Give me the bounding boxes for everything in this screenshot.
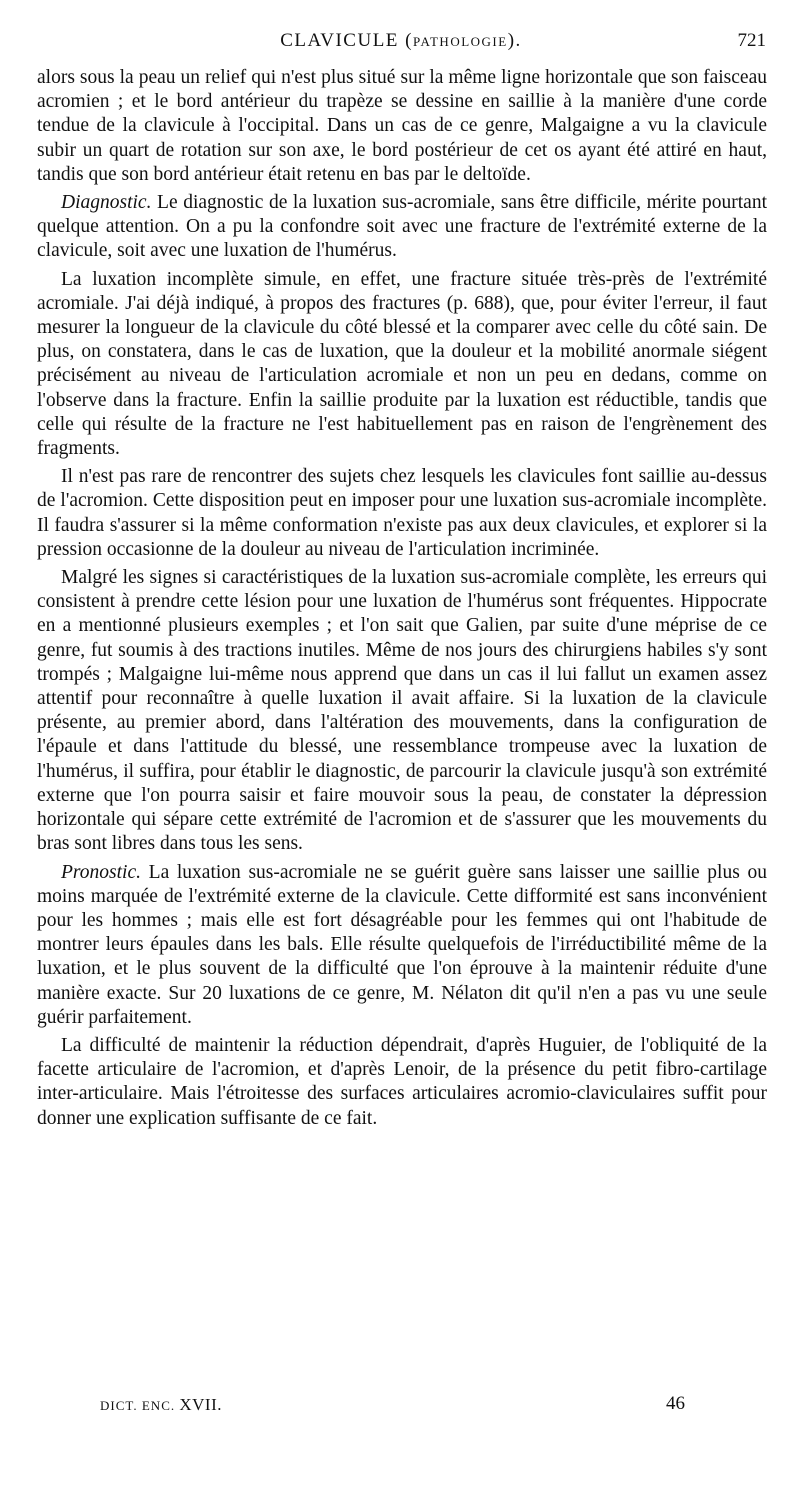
paragraph-diagnostic [37, 191, 767, 264]
page-footer [100, 1393, 700, 1419]
paragraph-text: alors sous la peau un relief qui n'est plus situé sur la même ligne horizontale que son faisceau acromien ; et le bord antérieur du trapèze se dessine en saillie à la manière d'une corde tendue de la clavicule à l'occipital. Dans un cas de ce genre, Malgaigne a vu la clavicule subir un quart de rotation sur son axe, le bord postérieur de cet os ayant été attiré en haut, tandis que son bord antérieur était retenu en bas par le deltoïde. [37, 67, 767, 185]
running-title-main: CLAVICULE ( [280, 30, 413, 51]
paragraph-text: Malgré les signes si caractéristiques de la luxation sus-acromiale complète, les erreurs qui consistent à prendre cette lésion pour une luxation de l'humérus sont fréquentes. Hippocrate en a mentionné plusieurs exemples ; et l'on sait que Galien, par suite d'une méprise de ce genre, fut soumis à des tractions inutiles. Même de nos jours des chirurgiens habiles s'y sont trompés ; Malgaigne lui-même nous apprend que dans un cas il lui fallut un examen assez attentif pour reconnaître à quelle luxation il avait affaire. Si la luxation de la clavicule présente, au premier abord, dans l'altération des mouvements, dans la configuration de l'épaule et dans l'attitude du blessé, une ressemblance trompeuse avec la luxation de l'humérus, il suffira, pour établir le diagnostic, de parcourir la clavicule jusqu'à son extrémité externe que l'on pourra saisir et faire mouvoir sous la peau, de constater la dépression horizontale qui sépare cette extrémité de l'acromion et de s'assurer que les mouvements du bras sont libres dans tous les sens. [37, 567, 767, 855]
section-lead-diagnostic: Diagnostic. [61, 192, 152, 214]
paragraph-text: La luxation incomplète simule, en effet, une fracture située très-près de l'extrémité acromiale. J'ai déjà indiqué, à propos des fractures (p. 688), que, pour éviter l'erreur, il faut mesurer la longueur de la clavicule du côté blessé et la comparer avec celle du côté sain. De plus, on constatera, dans le cas de luxation, que la douleur et la mobilité anormale siégent précisément au niveau de l'articulation acromiale et non un peu en dedans, comme on l'observe dans la fracture. Enfin la saillie produite par la luxation est réductible, tandis que celle qui résulte de la fracture ne l'est habituellement pas en raison de l'engrènement des fragments. [37, 268, 767, 460]
printer-signature [100, 1395, 222, 1415]
paragraph [37, 465, 767, 562]
signature-prefix: DICT. ENC. [100, 1398, 176, 1413]
running-title-end: ). [507, 30, 522, 51]
paragraph [37, 1034, 767, 1131]
paragraph-text: Il n'est pas rare de rencontrer des sujets chez lesquels les clavicules font saillie au-dessus de l'acromion. Cette disposition peut en imposer pour une luxation sus-acromiale incomplète. Il faudra s'assurer si la même conformation n'existe pas aux deux clavicules, et explorer si la pression occasionne de la douleur au niveau de l'articulation incriminée. [37, 466, 767, 560]
sheet-number: 46 [666, 1393, 685, 1414]
paragraph-pronostic [37, 861, 767, 1030]
running-title [36, 30, 766, 52]
paragraph [37, 566, 767, 856]
paragraph-text: La difficulté de maintenir la réduction dépendrait, d'après Huguier, de l'obliquité de la facette articulaire de l'acromion, et d'après Lenoir, de la présence du petit fibro-cartilage inter-articulaire. Mais l'étroitesse des surfaces articulaires acromio-claviculaires suffit pour donner une explication suffisante de ce fait. [37, 1034, 767, 1129]
page-number: 721 [737, 30, 766, 51]
paragraph [37, 268, 767, 462]
section-lead-pronostic: Pronostic. [61, 861, 141, 883]
paragraph-continued [37, 66, 767, 187]
paragraph-text: Le diagnostic de la luxation sus-acromiale, sans être difficile, mérite pourtant quelque attention. On a pu la confondre soit avec une fracture de l'extrémité externe de la clavicule, soit avec une luxation de l'humérus. [37, 192, 767, 262]
paragraph-text: La luxation sus-acromiale ne se guérit guère sans laisser une saillie plus ou moins marquée de l'extrémité externe de la clavicule. Cette difformité est sans inconvénient pour les hommes ; mais elle est fort désagréable pour les femmes qui ont l'habitude de montrer leurs épaules dans les bals. Elle résulte quelquefois de l'irréductibilité même de la luxation, et le plus souvent de la difficulté que l'on éprouve à la maintenir réduite d'une manière exacte. Sur 20 luxations de ce genre, M. Nélaton dit qu'il n'en a pas vu une seule guérir parfaitement. [37, 861, 767, 1028]
body-text [37, 66, 767, 1135]
page-header [36, 30, 766, 60]
running-title-subject: PATHOLOGIE [413, 34, 508, 49]
signature-volume: XVII. [179, 1395, 223, 1414]
